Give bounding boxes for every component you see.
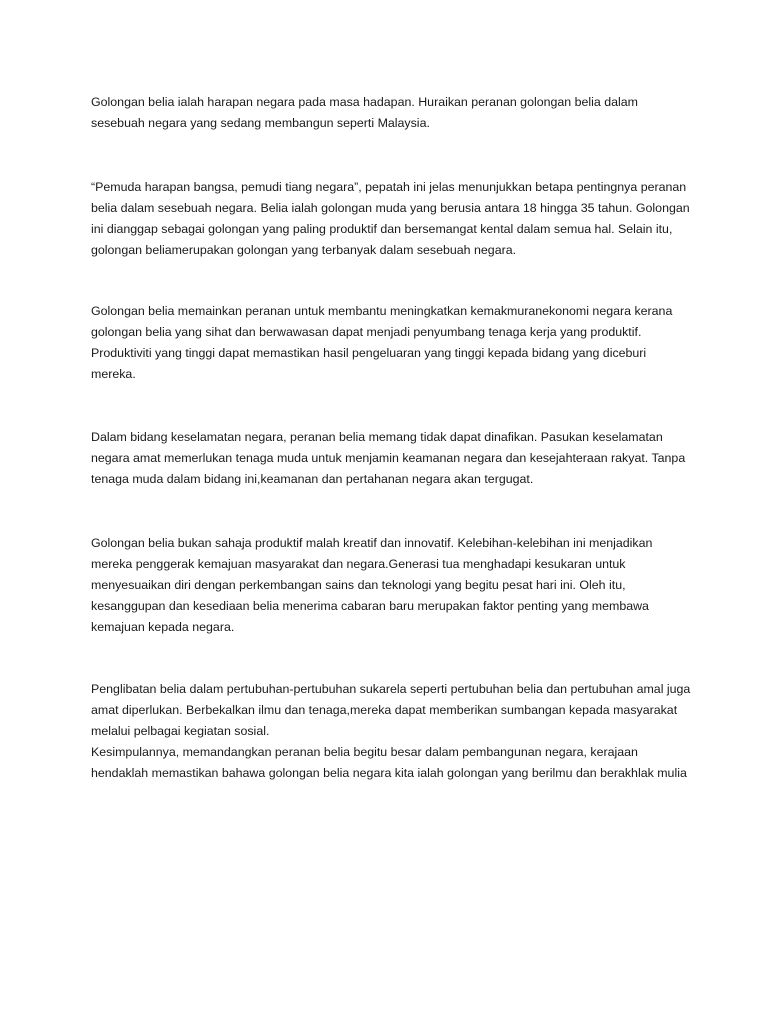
creativity-paragraph: Golongan belia bukan sahaja produktif malah kreatif dan innovatif. Kelebihan-kelebihan ini menjadikan mereka penggerak kemajuan masyarakat dan negara.Generasi tua menghadapi kesukaran untuk menyesuaikan diri dengan perkembangan sains dan teknologi yang begitu pesat hari ini. Oleh itu, kesanggupan dan kesediaan belia menerima cabaran baru merupakan faktor penting yang membawa kemajuan kepada negara. [91,536,653,634]
security-paragraph: Dalam bidang keselamatan negara, peranan belia memang tidak dapat dinafikan. Pasukan keselamatan negara amat memerlukan tenaga muda untuk menjamin keamanan negara dan kesejahteraan rakyat. Tanpa tenaga muda dalam bidang ini,keamanan dan pertahanan negara akan tergugat. [91,430,686,486]
question-paragraph: Golongan belia ialah harapan negara pada masa hadapan. Huraikan peranan golongan belia dalam sesebuah negara yang sedang membangun seperti Malaysia. [91,95,638,130]
conclusion-paragraph: Kesimpulannya, memandangkan peranan belia begitu besar dalam pembangunan negara, kerajaan hendaklah memastikan bahawa golongan belia negara kita ialah golongan yang berilmu dan berakhlak mulia [91,745,687,780]
economy-paragraph: Golongan belia memainkan peranan untuk membantu meningkatkan kemakmuranekonomi negara kerana golongan belia yang sihat dan berwawasan dapat menjadi penyumbang tenaga kerja yang produktif. Produktiviti yang tinggi dapat memastikan hasil pengeluaran yang tinggi kepada bidang yang diceburi mereka. [91,304,673,381]
volunteer-paragraph: Penglibatan belia dalam pertubuhan-pertubuhan sukarela seperti pertubuhan belia dan pertubuhan amal juga amat diperlukan. Berbekalkan ilmu dan tenaga,mereka dapat memberikan sumbangan kepada masyarakat melalui pelbagai kegiatan sosial. [91,682,691,738]
intro-paragraph: “Pemuda harapan bangsa, pemudi tiang negara”, pepatah ini jelas menunjukkan betapa pentingnya peranan belia dalam sesebuah negara. Belia ialah golongan muda yang berusia antara 18 hingga 35 tahun. Golongan ini dianggap sebagai golongan yang paling produktif dan bersemangat kental dalam semua hal. Selain itu, golongan beliamerupakan golongan yang terbanyak dalam sesebuah negara. [91,180,690,257]
